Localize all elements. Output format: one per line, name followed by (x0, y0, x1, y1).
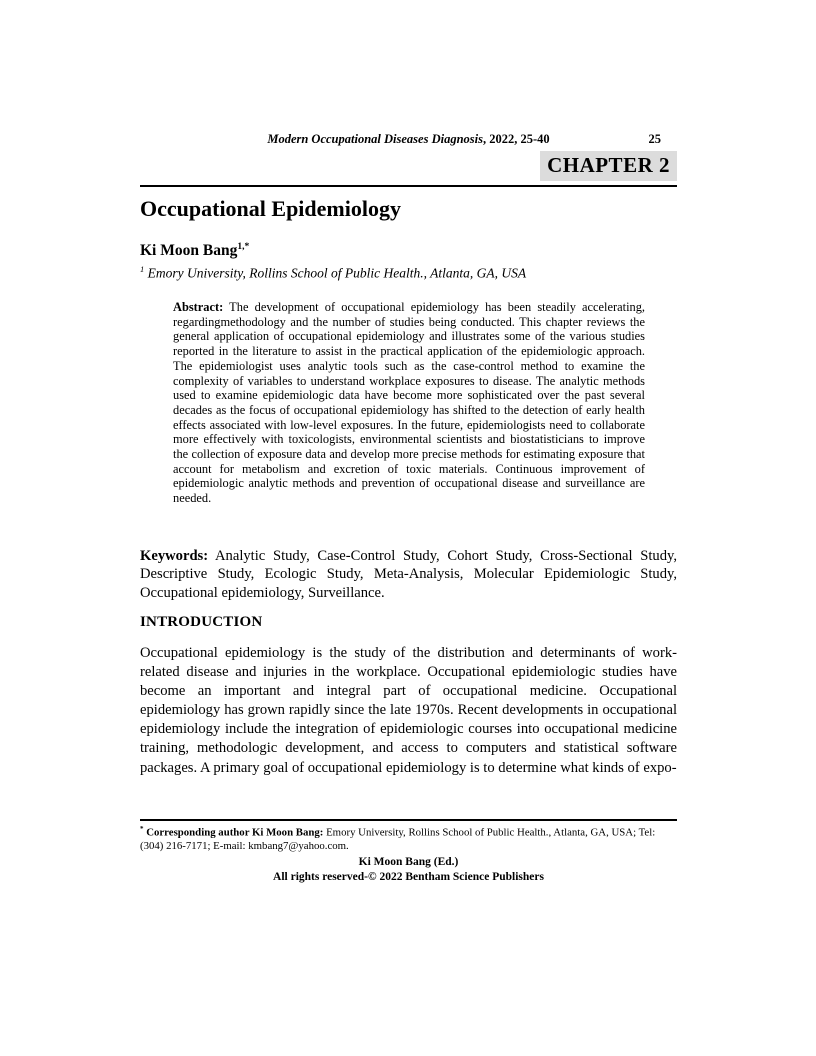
running-head-issue-info: , 2022, 25-40 (482, 132, 550, 146)
copyright-line: All rights reserved-© 2022 Bentham Science Publishers (273, 870, 544, 883)
footnote-divider (140, 819, 677, 821)
footnote-text: Emory University, Rollins School of Public Health., Atlanta, GA, USA; Tel: (304) 216-7171; E-mail: kmbang7@yahoo.com. (140, 826, 656, 853)
abstract-text: The development of occupational epidemiology has been steadily accelerating, regardingmethodology and the number of studies being conducted. This chapter reviews the general application of occupational epidemiology and illustrates some of the various studies reported in the literature to assist in the practical application of the epidemiologic approach. The epidemiologist uses analytic tools such as the case-control method to examine the complexity of variables to understand workplace exposures to disease. The analytic methods used to examine epidemiologic data have become more sophisticated over the past several decades as the focus of occupational epidemiology has shifted to the detection of early health effects associated with low-level exposures. In the future, epidemiologists need to collaborate more effectively with toxicologists, environmental scientists and biostatisticians to improve the collection of exposure data and develop more precise methods for estimating exposure that account for metabolism and excretion of toxic materials. Continuous improvement of epidemiologic analytic methods and prevention of occupational disease and surveillance are needed. (173, 300, 645, 506)
header-divider (140, 185, 677, 187)
abstract-label: Abstract: (173, 300, 224, 314)
running-head-book-title: Modern Occupational Diseases Diagnosis (267, 132, 483, 146)
affiliation-text: Emory University, Rollins School of Public Health., Atlanta, GA, USA (144, 265, 527, 281)
footnote-marker: * (140, 825, 144, 833)
publisher-footer (140, 855, 677, 884)
footnote-bold-text: Corresponding author Ki Moon Bang: (143, 826, 324, 839)
page-number: 25 (648, 132, 661, 146)
keywords-text: Analytic Study, Case-Control Study, Cohort Study, Cross-Sectional Study, Descriptive Study, Ecologic Study, Meta-Analysis, Molecular Epidemiologic Study, Occupational epidemiology, Surveillance. (140, 548, 677, 601)
affiliation-line (140, 261, 677, 282)
running-head (140, 131, 677, 147)
author-line (140, 238, 677, 260)
keywords (140, 547, 677, 602)
page-content (140, 0, 677, 1056)
corresponding-author-footnote (140, 823, 677, 854)
section-heading-introduction: INTRODUCTION (140, 614, 263, 630)
author-name: Ki Moon Bang (140, 242, 238, 260)
introduction-paragraph: Occupational epidemiology is the study of the distribution and determinants of work-related disease and injuries in the workplace. Occupational epidemiologic studies have become an important and integral part of occupational medicine. Occupational epidemiology has grown rapidly since the late 1970s. Recent developments in occupational epidemiology include the integration of epidemiologic courses into occupational medicine training, methodologic development, and access to computers and statistical software packages. A primary goal of occupational epidemiology is to determine what kinds of expo- (140, 645, 677, 776)
affiliation-marker: 1 (140, 264, 145, 274)
abstract (173, 300, 645, 506)
editor-line: Ki Moon Bang (Ed.) (358, 856, 459, 868)
author-superscript: 1,* (237, 242, 250, 252)
keywords-label: Keywords: (140, 548, 209, 564)
chapter-title: Occupational Epidemiology (140, 196, 401, 221)
chapter-label: CHAPTER 2 (540, 151, 677, 181)
